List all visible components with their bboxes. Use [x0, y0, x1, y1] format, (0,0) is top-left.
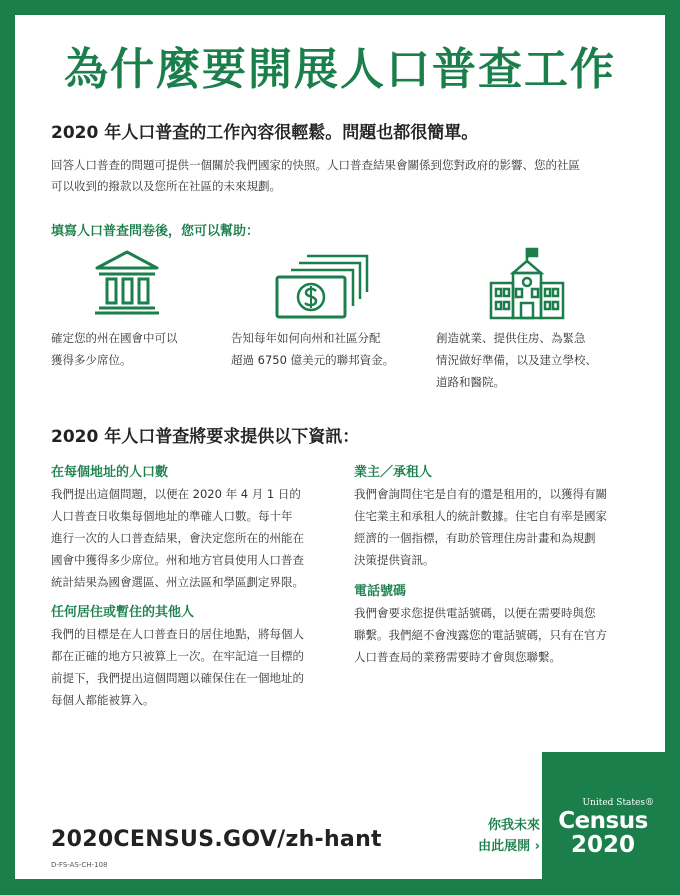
block-title-phone: 電話號碼	[354, 584, 407, 599]
block-title-people-count: 在每個地址的人口數	[51, 465, 169, 480]
page-title: 為什麼要開展人口普查工作	[64, 44, 616, 95]
logo-year: 2020	[570, 832, 635, 858]
text-line: 我們會要求您提供電話號碼，以便在需要時與您	[354, 606, 596, 620]
help-item-funding	[231, 327, 431, 371]
tagline	[440, 815, 540, 857]
text-line: 決策提供資訊。	[354, 553, 435, 567]
text-line: 每個人都能被算入。	[51, 693, 155, 707]
text-line: 進行一次的人口普查結果，會決定您所在的州能在	[51, 531, 304, 545]
help-line: 告知每年如何向州和社區分配	[231, 331, 381, 345]
help-item-seats	[51, 327, 231, 371]
help-line: 確定您的州在國會中可以	[51, 331, 178, 345]
census-2020-logo	[542, 752, 680, 895]
section2-heading: 2020 年人口普查將要求提供以下資訊：	[51, 427, 360, 447]
block-text-phone	[354, 602, 646, 668]
intro-paragraph	[51, 155, 641, 197]
text-line: 我們會詢問住宅是自有的還是租用的，以獲得有關	[354, 487, 607, 501]
intro-line: 可以收到的撥款以及您所在社區的未來規劃。	[51, 179, 281, 193]
text-line: 聯繫。我們絕不會洩露您的電話號碼，只有在官方	[354, 628, 607, 642]
logo-united-states: United States®	[582, 798, 654, 808]
intro-line: 回答人口普查的問題可提供一個關於我們國家的快照。人口普查結果會關係到您對政府的影響、您的社區	[51, 158, 580, 172]
text-line: 都在正確的地方只被算上一次。在牢記這一目標的	[51, 649, 304, 663]
block-text-owner-renter	[354, 483, 646, 571]
text-line: 我們提出這個問題，以便在 2020 年 4 月 1 日的	[51, 487, 301, 501]
text-line: 統計結果為國會選區、州立法區和學區劃定界限。	[51, 575, 304, 589]
text-line: 前提下，我們提出這個問題以確保住在一個地址的	[51, 671, 304, 685]
block-text-people-count	[51, 483, 341, 593]
subtitle: 2020 年人口普查的工作內容很輕鬆。問題也都很簡單。	[51, 123, 479, 143]
fact-sheet-page	[15, 15, 665, 879]
block-title-owner-renter: 業主／承租人	[354, 465, 433, 480]
money-bills-icon	[273, 252, 371, 322]
text-line: 經濟的一個指標，有助於管理住房計畫和為規劃	[354, 531, 596, 545]
text-line: 國會中獲得多少席位。州和地方官員使用人口普查	[51, 553, 304, 567]
help-item-planning	[436, 327, 651, 393]
capitol-building-icon	[93, 248, 161, 316]
text-line: 我們的目標是在人口普查日的居住地點，將每個人	[51, 627, 304, 641]
text-line: 住宅業主和承租人的統計數據。住宅自有率是國家	[354, 509, 607, 523]
tagline-line2: 由此展開 ›	[478, 839, 540, 854]
help-line: 超過 6750 億美元的聯邦資金。	[231, 353, 395, 367]
logo-census: Census	[558, 808, 648, 834]
block-title-other-residents: 任何居住或暫住的其他人	[51, 605, 195, 620]
text-line: 人口普查日收集每個地址的準確人口數。每十年	[51, 509, 293, 523]
help-line: 創造就業、提供住房、為緊急	[436, 331, 586, 345]
help-heading: 填寫人口普查問卷後，您可以幫助：	[51, 224, 260, 239]
block-text-other-residents	[51, 623, 341, 711]
help-line: 道路和醫院。	[436, 375, 505, 389]
school-building-icon	[487, 247, 567, 321]
document-code: D-FS-AS-CH-108	[51, 861, 108, 869]
help-line: 情況做好準備，以及建立學校、	[436, 353, 597, 367]
help-line: 獲得多少席位。	[51, 353, 132, 367]
census-url-link[interactable]: 2020CENSUS.GOV/zh-hant	[51, 827, 382, 852]
tagline-line1: 你我未來	[487, 818, 540, 833]
text-line: 人口普查局的業務需要時才會與您聯繫。	[354, 650, 561, 664]
